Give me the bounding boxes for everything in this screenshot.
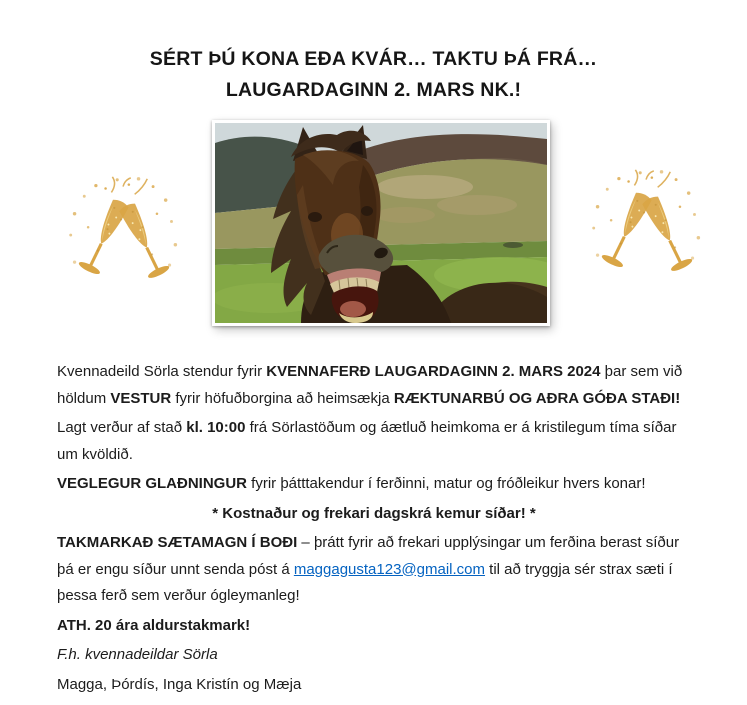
p2-text-1: Lagt verður af stað bbox=[57, 419, 187, 436]
paragraph-departure bbox=[57, 415, 691, 468]
title-line-2: LAUGARDAGINN 2. MARS NK.! bbox=[225, 79, 522, 101]
p3-bold-treats: VEGLEGUR GLAÐNINGUR bbox=[57, 475, 248, 492]
paragraph-treats bbox=[57, 471, 691, 498]
p3-text-1: fyrir þátttakendur í ferðinni, matur og fróðleikur hvers konar! bbox=[247, 475, 646, 492]
horse-photo bbox=[212, 120, 550, 326]
paragraph-intro bbox=[57, 359, 691, 412]
p2-text-2: frá Sörlastöðum og áætluð heimkoma er á kristilegum tíma síðar um kvöldið. bbox=[57, 419, 677, 463]
p5-text-2: til að tryggja sér strax sæti í þessa ferð sem verður ógleymanleg! bbox=[57, 560, 673, 604]
p1-text-2: þar sem við höldum bbox=[57, 363, 683, 407]
paragraph-seats bbox=[57, 530, 691, 610]
hero-section bbox=[0, 120, 747, 334]
champagne-glasses-icon bbox=[583, 166, 711, 292]
paragraph-names: Magga, Þórdís, Inga Kristín og Mæja bbox=[57, 675, 302, 693]
body-text bbox=[0, 334, 747, 698]
p1-bold-destinations: RÆKTUNARBÚ OG AÐRA GÓÐA STAÐI! bbox=[393, 389, 681, 407]
p5-bold-limited-seats: TAKMARKAÐ SÆTAMAGN Í BOÐI bbox=[57, 534, 298, 551]
p2-bold-time: kl. 10:00 bbox=[186, 419, 246, 436]
p1-text-1: Kvennadeild Sörla stendur fyrir bbox=[57, 363, 267, 380]
email-link[interactable]: maggagusta123@gmail.com bbox=[293, 560, 486, 578]
p5-text-1: – þrátt fyrir að frekari upplýsingar um ferðina berast síður þá er engu síður unnt senda póst á bbox=[57, 534, 680, 578]
p1-bold-west: VESTUR bbox=[110, 389, 172, 407]
p1-bold-trip: KVENNAFERÐ LAUGARDAGINN 2. MARS 2024 bbox=[266, 363, 601, 380]
title-line-1: SÉRT ÞÚ KONA EÐA KVÁR… TAKTU ÞÁ FRÁ… bbox=[149, 48, 598, 70]
champagne-glasses-icon bbox=[60, 173, 188, 299]
paragraph-age-limit: ATH. 20 ára aldurstakmark! bbox=[57, 616, 251, 634]
page-title bbox=[0, 44, 747, 106]
p1-text-3: fyrir höfuðborgina að heimsækja bbox=[171, 389, 394, 407]
paragraph-cost-note: * Kostnaður og frekari dagskrá kemur síðar! * bbox=[212, 504, 536, 522]
paragraph-signoff: F.h. kvennadeildar Sörla bbox=[57, 646, 218, 663]
flyer-page bbox=[0, 44, 747, 705]
